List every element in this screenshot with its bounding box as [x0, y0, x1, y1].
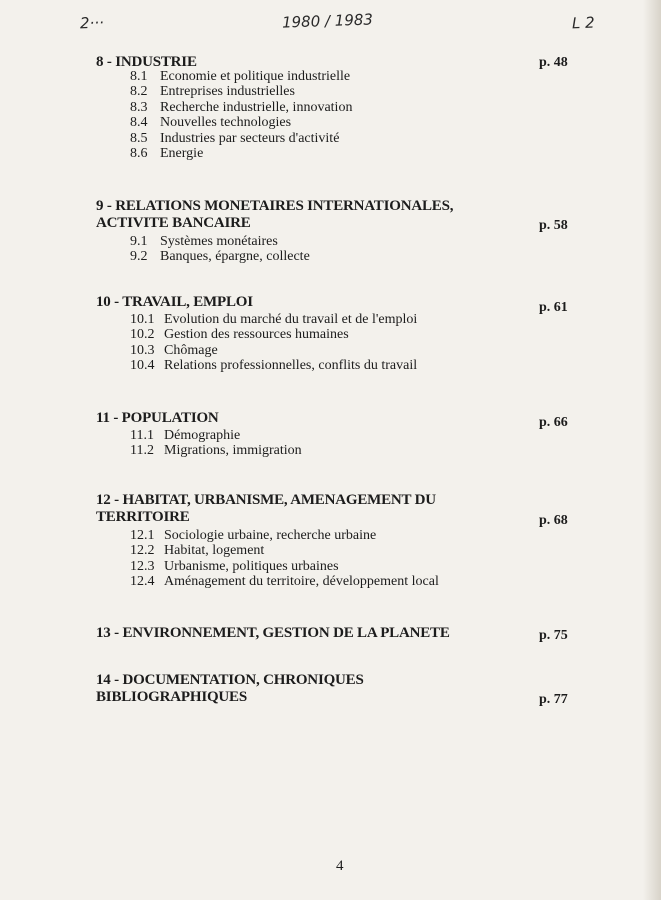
- handwritten-note-right: L 2: [571, 13, 595, 33]
- section-page-ref: p. 61: [539, 300, 568, 315]
- toc-item: 9.2 Banques, épargne, collecte: [130, 249, 310, 265]
- toc-item: 12.4 Aménagement du territoire, développement local: [130, 574, 439, 590]
- toc-item: 9.1 Systèmes monétaires: [130, 234, 278, 249]
- toc-item: 10.4 Relations professionnelles, conflits du travail: [130, 358, 418, 374]
- toc-item: 8.5 Industries par secteurs d'activité: [130, 130, 340, 146]
- section-title: 12 - HABITAT, URBANISME, AMENAGEMENT DU TERRITOIRE: [96, 492, 436, 525]
- toc-item: 8.6 Energie: [130, 146, 204, 162]
- section-items: [130, 528, 439, 590]
- toc-item: 8.3 Recherche industrielle, innovation: [130, 99, 353, 115]
- section-items: [130, 312, 417, 374]
- toc-item: 8.4 Nouvelles technologies: [130, 115, 292, 131]
- toc-item: 10.2 Gestion des ressources humaines: [130, 327, 349, 343]
- section-page-ref: p. 48: [539, 55, 568, 70]
- section-title: 9 - RELATIONS MONETAIRES INTERNATIONALES, ACTIVITE BANCAIRE: [96, 198, 454, 231]
- section-page-ref: p. 75: [539, 628, 568, 643]
- section-page-ref: p. 77: [539, 692, 568, 707]
- toc-item: 12.1 Sociologie urbaine, recherche urbaine: [130, 528, 377, 543]
- section-items: [130, 234, 310, 265]
- section-title: 13 - ENVIRONNEMENT, GESTION DE LA PLANETE: [96, 625, 450, 641]
- page-edge-shadow: [643, 0, 661, 900]
- toc-item: 11.1 Démographie: [130, 428, 241, 443]
- section-page-ref: p. 66: [539, 415, 568, 430]
- toc-item: 8.1 Economie et politique industrielle: [130, 69, 351, 84]
- toc-item: 8.2 Entreprises industrielles: [130, 84, 295, 100]
- toc-item: 12.2 Habitat, logement: [130, 543, 265, 559]
- section-title: 14 - DOCUMENTATION, CHRONIQUES BIBLIOGRAPHIQUES: [96, 672, 364, 705]
- section-title: 11 - POPULATION: [96, 410, 219, 426]
- toc-item: 11.2 Migrations, immigration: [130, 443, 302, 459]
- section-title: 8 - INDUSTRIE: [96, 54, 197, 70]
- handwritten-note-date: 1980 / 1983: [281, 10, 374, 32]
- section-page-ref: p. 68: [539, 513, 568, 528]
- section-title: 10 - TRAVAIL, EMPLOI: [96, 294, 253, 310]
- section-items: [130, 69, 352, 161]
- toc-item: 10.1 Evolution du marché du travail et de l'emploi: [130, 312, 418, 327]
- section-items: [130, 428, 302, 459]
- handwritten-note-left: 2···: [79, 13, 105, 33]
- section-page-ref: p. 58: [539, 218, 568, 233]
- page-number: 4: [336, 858, 344, 874]
- toc-item: 10.3 Chômage: [130, 342, 218, 358]
- toc-item: 12.3 Urbanisme, politiques urbaines: [130, 558, 339, 574]
